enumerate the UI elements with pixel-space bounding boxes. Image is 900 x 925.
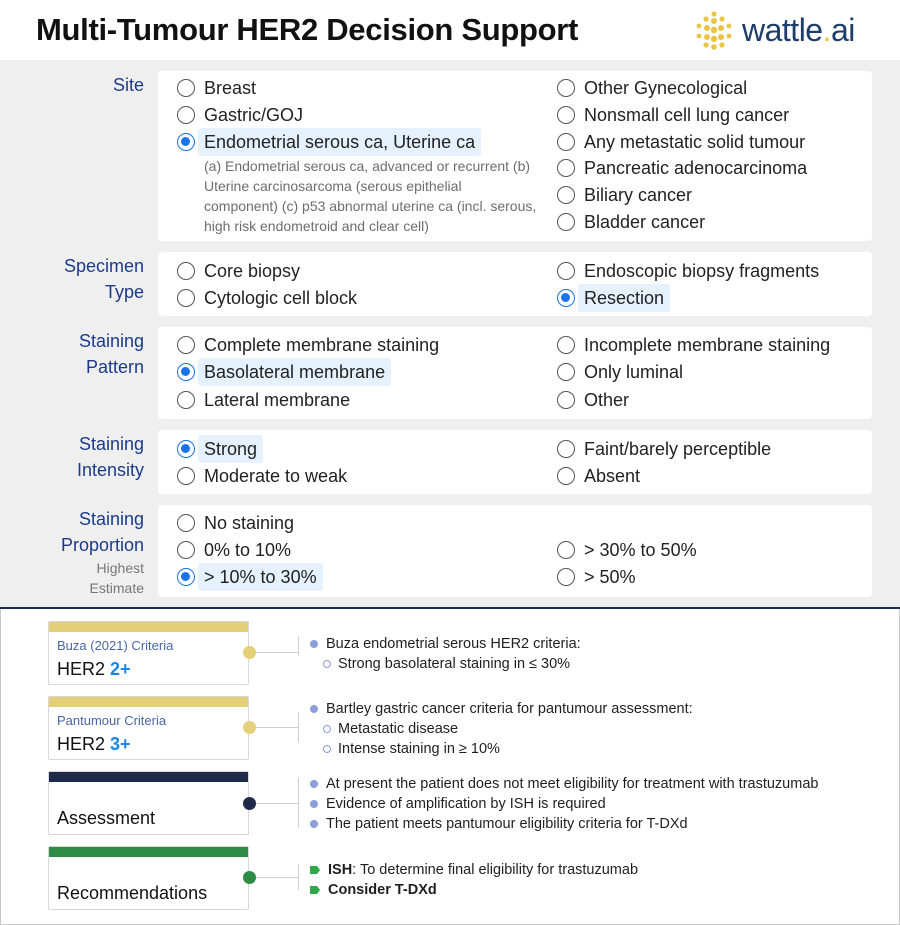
radio-icon[interactable]: [177, 391, 195, 409]
assessment-card: [48, 771, 249, 835]
pattern-label-line-1: Staining: [78, 331, 144, 351]
intensity-card: [158, 430, 872, 494]
radio-icon[interactable]: [557, 391, 575, 409]
specimen-option-core[interactable]: [177, 258, 306, 284]
intensity-option-faint[interactable]: [557, 436, 777, 462]
pantumour-bar: [49, 697, 248, 707]
option-label: Endometrial serous ca, Uterine ca: [198, 128, 481, 156]
radio-selected-icon[interactable]: [177, 363, 195, 381]
pantumour-bullet: [310, 701, 693, 717]
option-label: Cytologic cell block: [204, 288, 358, 308]
connector-line: [249, 803, 298, 804]
bullet-text: Evidence of amplification by ISH is required: [326, 796, 606, 812]
pantumour-caption: Pantumour Criteria: [57, 713, 167, 728]
option-label: Endoscopic biopsy fragments: [584, 261, 820, 281]
bullet-icon: [310, 705, 318, 713]
wattle-logo-icon: [694, 10, 734, 52]
recommendation-bold: ISH: [328, 862, 353, 878]
option-label: Resection: [578, 284, 670, 312]
assessment-bar: [49, 772, 248, 782]
pantumour-connector-dot: [243, 721, 256, 734]
specimen-label-line-1: Specimen: [63, 256, 144, 276]
option-label: 0% to 10%: [204, 540, 292, 560]
option-label: Only luminal: [584, 362, 684, 382]
buza-bullet: [310, 636, 581, 652]
recommendations-bar: [49, 847, 248, 857]
specimen-option-endoscopic[interactable]: [557, 258, 825, 284]
site-note: (a) Endometrial serous ca, advanced or recurrent (b) Uterine carcinosarcoma (serous epithelial component) (c) p53 abnormal uterine ca (incl. serous, high risk endometroid and clear cell): [204, 158, 537, 234]
option-label: Pancreatic adenocarcinoma: [584, 158, 808, 178]
proportion-option-none[interactable]: [177, 510, 300, 536]
option-label: Absent: [584, 466, 641, 486]
proportion-option-0-10[interactable]: [177, 537, 297, 563]
pattern-option-lateral[interactable]: [177, 387, 356, 413]
sub-bullet-icon: [323, 725, 331, 733]
logo-text-a: wattle: [742, 12, 823, 48]
buza-bar: [49, 622, 248, 632]
bullet-text: The patient meets pantumour eligibility criteria for T-DXd: [326, 816, 688, 832]
recommendation-1: [310, 862, 638, 878]
radio-selected-icon[interactable]: [177, 133, 195, 151]
proportion-card: [158, 505, 872, 597]
site-option-pancreatic[interactable]: [557, 155, 813, 181]
option-label: Other Gynecological: [584, 78, 748, 98]
proportion-label: [61, 506, 144, 558]
option-label: > 30% to 50%: [584, 540, 697, 560]
radio-icon[interactable]: [557, 467, 575, 485]
radio-selected-icon[interactable]: [177, 568, 195, 586]
site-option-biliary[interactable]: [557, 182, 698, 208]
input-form: [0, 60, 900, 608]
sub-bullet-icon: [323, 745, 331, 753]
option-label: Strong: [198, 435, 263, 463]
option-label: > 10% to 30%: [198, 563, 323, 591]
pantumour-score: [57, 734, 131, 755]
radio-icon[interactable]: [557, 79, 575, 97]
bullet-icon: [310, 820, 318, 828]
sub-bullet-icon: [323, 660, 331, 668]
option-label: Faint/barely perceptible: [584, 439, 772, 459]
sub-bullet-text: Intense staining in ≥ 10%: [338, 741, 500, 757]
intensity-option-absent[interactable]: [557, 463, 646, 489]
pattern-option-incomplete[interactable]: [557, 332, 836, 358]
site-option-nsclc[interactable]: [557, 102, 795, 128]
radio-icon[interactable]: [177, 467, 195, 485]
connector-line: [249, 877, 298, 878]
option-label: Core biopsy: [204, 261, 301, 281]
radio-icon[interactable]: [557, 541, 575, 559]
section-divider: [0, 607, 900, 609]
recommendation-text: : To determine final eligibility for trastuzumab: [352, 862, 639, 878]
bullet-text: Bartley gastric cancer criteria for pantumour assessment:: [326, 701, 693, 717]
radio-icon[interactable]: [557, 440, 575, 458]
recommendations-card: [48, 846, 249, 910]
radio-icon[interactable]: [177, 514, 195, 532]
score-prefix: HER2: [57, 734, 111, 754]
radio-selected-icon[interactable]: [177, 440, 195, 458]
proportion-label-line-2: Proportion: [60, 535, 144, 555]
recommendation-2: [310, 882, 437, 898]
logo: [694, 10, 874, 52]
proportion-sublabel-line-2: Estimate: [89, 580, 144, 596]
option-label: > 50%: [584, 567, 636, 587]
site-option-endometrial[interactable]: [177, 129, 481, 155]
buza-sub-bullet: [323, 656, 570, 672]
pantumour-sub-bullet-1: [323, 721, 458, 737]
radio-icon[interactable]: [557, 159, 575, 177]
radio-icon[interactable]: [557, 133, 575, 151]
option-label: No staining: [204, 513, 295, 533]
radio-icon[interactable]: [557, 568, 575, 586]
option-label: Other: [584, 390, 630, 410]
buza-caption: Buza (2021) Criteria: [57, 638, 174, 653]
proportion-option-30-50[interactable]: [557, 537, 703, 563]
assessment-bullet-2: [310, 796, 606, 812]
proportion-sublabel: [90, 558, 144, 598]
radio-icon[interactable]: [557, 262, 575, 280]
site-option-other-gyn[interactable]: [557, 75, 753, 101]
score-value: 2+: [110, 659, 131, 679]
option-label: Any metastatic solid tumour: [584, 132, 806, 152]
specimen-label-line-2: Type: [104, 282, 144, 302]
radio-icon[interactable]: [557, 106, 575, 124]
assessment-connector-dot: [243, 797, 256, 810]
pantumour-sub-bullet-2: [323, 741, 500, 757]
specimen-option-resection[interactable]: [557, 285, 670, 311]
option-label: Basolateral membrane: [198, 358, 391, 386]
bullet-text: At present the patient does not meet eligibility for treatment with trastuzumab: [326, 776, 819, 792]
proportion-option-10-30[interactable]: [177, 564, 323, 590]
buza-score: [57, 659, 131, 680]
radio-icon[interactable]: [557, 336, 575, 354]
connector-line: [249, 727, 298, 728]
proportion-label-line-1: Staining: [78, 509, 144, 529]
bullet-text: Buza endometrial serous HER2 criteria:: [326, 636, 581, 652]
recommendations-title: Recommendations: [57, 883, 208, 903]
bullet-icon: [310, 800, 318, 808]
option-label: Complete membrane staining: [204, 335, 440, 355]
pattern-label: [79, 328, 144, 380]
option-label: Gastric/GOJ: [204, 105, 304, 125]
pattern-option-luminal[interactable]: [557, 359, 689, 385]
radio-icon[interactable]: [177, 336, 195, 354]
sub-bullet-text: Metastatic disease: [338, 721, 459, 737]
buza-result-card: [48, 621, 249, 685]
site-option-gastric[interactable]: [177, 102, 309, 128]
connector-line: [298, 712, 299, 742]
pattern-option-complete[interactable]: [177, 332, 445, 358]
header: [0, 0, 900, 60]
option-label: Nonsmall cell lung cancer: [584, 105, 790, 125]
radio-icon[interactable]: [177, 106, 195, 124]
connector-line: [298, 636, 299, 656]
pantumour-result-card: [48, 696, 249, 760]
radio-icon[interactable]: [557, 363, 575, 381]
option-label: Incomplete membrane staining: [584, 335, 831, 355]
score-prefix: HER2: [57, 659, 111, 679]
radio-icon[interactable]: [177, 262, 195, 280]
site-option-metastatic[interactable]: [557, 129, 811, 155]
tag-icon: [310, 866, 320, 874]
pattern-card: [158, 327, 872, 419]
assessment-title: Assessment: [57, 808, 156, 828]
radio-icon[interactable]: [557, 186, 575, 204]
radio-icon[interactable]: [177, 79, 195, 97]
recommendation-bold: Consider T-DXd: [328, 882, 437, 898]
option-label: Biliary cancer: [584, 185, 693, 205]
specimen-option-cytologic[interactable]: [177, 285, 363, 311]
site-option-bladder[interactable]: [557, 209, 711, 235]
radio-icon[interactable]: [557, 213, 575, 231]
connector-line: [298, 864, 299, 890]
page-title: Multi-Tumour HER2 Decision Support: [36, 12, 579, 47]
sub-bullet-text: Strong basolateral staining in ≤ 30%: [338, 656, 571, 672]
intensity-label: [77, 431, 144, 483]
intensity-option-strong[interactable]: [177, 436, 263, 462]
connector-line: [298, 778, 299, 828]
intensity-option-moderate[interactable]: [177, 463, 353, 489]
logo-text-b: ai: [830, 12, 855, 48]
bullet-icon: [310, 780, 318, 788]
site-card: [158, 71, 872, 241]
pattern-label-line-2: Pattern: [85, 357, 144, 377]
proportion-sublabel-line-1: Highest: [96, 560, 144, 576]
radio-selected-icon[interactable]: [557, 289, 575, 307]
option-label: Bladder cancer: [584, 212, 706, 232]
tag-icon: [310, 886, 320, 894]
site-label: Site: [112, 75, 144, 95]
bullet-icon: [310, 640, 318, 648]
buza-connector-dot: [243, 646, 256, 659]
specimen-card: [158, 252, 872, 316]
assessment-bullet-1: [310, 776, 818, 792]
recommendations-connector-dot: [243, 871, 256, 884]
logo-text-dot: .: [822, 12, 831, 48]
logo-text: [742, 12, 855, 49]
radio-icon[interactable]: [177, 289, 195, 307]
option-label: Moderate to weak: [204, 466, 348, 486]
pattern-option-other[interactable]: [557, 387, 635, 413]
intensity-label-line-2: Intensity: [76, 460, 144, 480]
site-option-breast[interactable]: [177, 75, 262, 101]
score-value: 3+: [110, 734, 131, 754]
intensity-label-line-1: Staining: [78, 434, 144, 454]
specimen-label: [64, 253, 144, 305]
assessment-bullet-3: [310, 816, 688, 832]
radio-icon[interactable]: [177, 541, 195, 559]
connector-line: [249, 652, 298, 653]
proportion-option-50[interactable]: [557, 564, 642, 590]
option-label: Breast: [204, 78, 257, 98]
option-label: Lateral membrane: [204, 390, 351, 410]
pattern-option-basolateral[interactable]: [177, 359, 391, 385]
